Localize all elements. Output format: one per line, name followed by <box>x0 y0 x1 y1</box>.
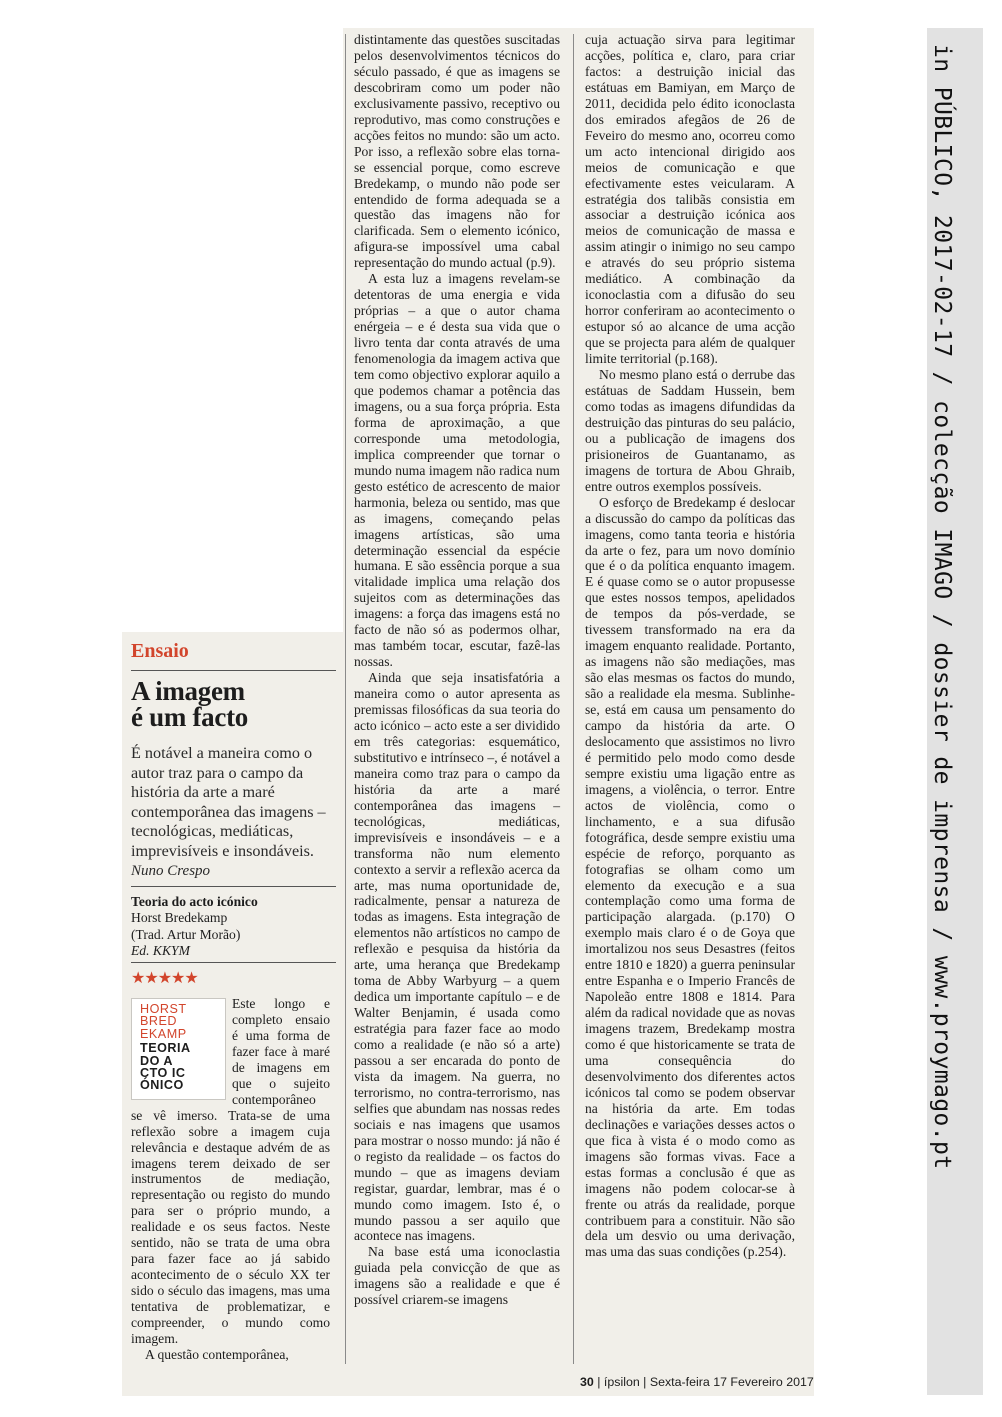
cover-title-line: DO A <box>140 1053 174 1068</box>
cover-title-line: TEORIA <box>140 1041 191 1056</box>
column-rule-left <box>345 34 346 1364</box>
section-kicker: Ensaio <box>131 640 189 662</box>
article-author: Nuno Crespo <box>131 863 211 879</box>
paragraph: No mesmo plano está o derrube das estátuas de Saddam Hussein, bem como todas as imagens difundidas da destruição das pinturas do seu palácio, ou a publicação de imagens dos prisioneiros de Guantanamo, as imagens de tortura de Abou Ghraib, entre outros exemplos possíveis. <box>585 367 795 494</box>
archive-label: in PÚBLICO, 2017-02-17 / colecção IMAGO / dossier de imprensa / www.proymago.pt <box>929 44 955 1170</box>
article-title <box>131 678 331 730</box>
paragraph: A questão contemporânea, <box>145 1346 289 1362</box>
paragraph: A esta luz a imagens revelam-se detentoras de uma energia e vida próprias – a que o autor chama enérgeia – e é desta sua vida que o livro tenta dar conta através de uma fenomenologia da imagem activa que tem como objectivo explorar aquilo a que podemos chamar a potência das imagens, ou a sua força própria. Esta forma de aproximação, a que corresponde uma metodologia, implica compreender que tornar o mundo numa imagem não radica num gesto estético de acrescento de maior harmonia, beleza ou sentido, mas que as imagens, começando pelas imagens artísticas, são uma determinação essencial da espécie humana. E são essência porque a sua vitalidade implica uma relação dos sujeitos com as determinações das imagens: a força das imagens está no facto de não só as podermos olhar, mas também tocar, escutar, fazê-las nossas. <box>354 271 560 670</box>
cover-author-line: HORST <box>140 1002 187 1016</box>
cover-author-line: BRED <box>140 1014 177 1029</box>
cover-title-line: CTO IC <box>140 1066 186 1081</box>
paragraph: Na base está uma iconoclastia guiada pela convicção de que as imagens são a realidade e que é possível criarem-se imagens <box>354 1244 560 1308</box>
paragraph: Este longo e completo ensaio é uma forma de fazer face à maré de imagens em que o sujeito contemporâneo se vê imerso. Trata-se de uma reflexão sobre a imagem cuja relevância e destaque advém de as imagens terem deixado de ser instrumentos de mediação, representação ou registo do mundo para ser o próprio mundo, a realidade e os seus factos. Neste sentido, não se trata de uma obra para fazer face ao já sabido acontecimento de o século XX ter sido o século das imagens, mas uma tentativa de problematizar, e compreender, o mundo como imagem. <box>131 996 330 1347</box>
book-info <box>131 894 336 959</box>
rating-stars: ★★★★★ <box>131 970 198 987</box>
cover-author-line: EKAMP <box>140 1026 187 1041</box>
paragraph: cuja actuação sirva para legitimar acções, política e, claro, para criar factos: a destruição inicial das estátuas em Bamiyan, em Março de 2011, decidida pelo édito iconoclasta dos emirados afegãos de 26 de Feveiro do mesmo ano, ocorreu como um acto intencional dirigido aos meios de comunicação e que efectivamente estes veicularam. A estratégia dos talibãs consistia em associar a destruição icónica aos meios de comunicação de massa e assim atingir o inimigo no seu campo e através do seu próprio sistema mediático. A combinação da iconoclastia com a difusão do seu horror conferiram ao acontecimento o estupor só ao alcance de uma acção que se projecta para além de qualquer limite territorial (p.168). <box>585 32 795 367</box>
paragraph: O esforço de Bredekamp é deslocar a discussão do campo da políticas das imagens, como tanta teoria e história da arte o fez, para um novo domínio que é o da política enquanto imagem. E é quase como se o autor propusesse que estes nossos tempos, apelidados de tempos da pós-verdade, se tivessem transformado na era da imagem enquanto realidade. Portanto, as imagens não são mediações, mas são elas mesmas os factos do mundo, são a realidade ela mesma. Sublinhe-se, está em causa um pensamento do campo da história da arte. O deslocamento que assistimos no livro é permitido pelo modo como desde sempre existiu uma ligação entre as imagens, a violência, o terror. Entre actos de violência, como o linchamento, e a sua difusão fotográfica, desde sempre existiu uma espécie de reforço, porquanto as fotografias se olham como um elemento da execução e a sua contemplação como uma forma de participação alargada. (p.170) O exemplo mais claro é o de Goya que imortalizou nos seus Desastres (feitos entre 1810 e 1820) a guerra peninsular entre Espanha e o Imperio Francês de Napoleão entre 1808 e 1814. Para além da radical novidade que as novas imagens trazem, Bredekamp mostra como é que historicamente se trata de uma consequência do desenvolvimento dos diferentes actos icónicos tal como se podem observar na história da arte. Em todas declinações e variações desses actos o que fica à vista é o modo como as imagens são formas vivas. Face a estas formas a conclusão é que as imagens não podem colocar-se à frente ou atrás da realidade, porque contribuem para a constituir. Não são dela um desvio ou uma derivação, mas uma das suas condições (p.254). <box>585 494 795 1260</box>
paragraph: distintamente das questões suscitadas pelos desenvolvimentos técnicos do século passado, é que as imagens se descobriram como um poder não exclusivamente passivo, receptivo ou reprodutivo, mas como construções e acções feitos no mundo: são um acto. Por isso, a reflexão sobre elas torna-se essencial porque, como escreve Bredekamp, o mundo não pode ser entendido de forma adequada se a questão das imagens não for clarificada. Sem o elemento icónico, afigura-se impossível uma cabal representação do mundo actual (p.9). <box>354 32 560 271</box>
title-line-1: A imagem <box>131 676 245 706</box>
cover-title-line: ÓNICO <box>140 1078 184 1093</box>
book-rule <box>131 886 336 887</box>
book-publisher: Ed. KKYM <box>131 942 190 958</box>
footer-section: | ípsilon | Sexta-feira 17 Fevereiro 2017 <box>597 1375 814 1389</box>
column-rule-right <box>573 34 574 1364</box>
book-title: Teoria do acto icónico <box>131 894 258 909</box>
title-line-2: é um facto <box>131 702 248 732</box>
column-2 <box>354 32 560 1308</box>
article-lead: É notável a maneira como o autor traz para o campo da história da arte a maré contemporânea das imagens – tecnológicas, mediáticas, imprevisíveis e insondáveis. <box>131 744 326 860</box>
paragraph: Ainda que seja insatisfatória a maneira como o autor apresenta as premissas filosóficas da sua teoria do acto icónico – acto este a ser dividido em três categorias: esquemático, substitutivo e intrínseco –, é notável a maneira como traz para o campo da história da arte a maré contemporânea das imagens – tecnológicas, mediáticas, imprevisíveis e insondáveis – e a transforma não num elemento contexto a servir a reflexão acerca da arte, mas numa oportunidade de, radicalmente, pensar a natureza de todas as imagens. Esta integração de elementos não artísticos no campo de reflexão e pesquisa da história da arte, uma herança que Bredekamp toma de Abby Warbyurg – a quem dedica um importante capítulo – e de Walter Benjamin, é usada como estratégia para fazer face ao modo como a realidade (e não só a arte) passou a ser encarada do ponto de vista da imagem. Na guerra, no terrorismo, no contra-terrorismo, nas selfies que abundam nas nossas redes sociais e nas imagens que usamos para mostrar o nosso mundo: já não é o registo da realidade – os factos do mundo – que as imagens deviam registar, guardar, lembrar, mas é o mundo como imagem. Isto é, o mundo passou a ser aquilo que acontece nas imagens. <box>354 670 560 1244</box>
page-number: 30 <box>580 1375 594 1389</box>
book-translator: (Trad. Artur Morão) <box>131 926 241 942</box>
page-footer <box>580 1375 814 1389</box>
cover-float-spacer <box>131 996 232 1103</box>
kicker-rule <box>131 670 336 671</box>
book-author: Horst Bredekamp <box>131 910 228 926</box>
column-3 <box>585 32 795 1260</box>
column-1 <box>131 996 330 1363</box>
rating-rule <box>131 962 336 963</box>
